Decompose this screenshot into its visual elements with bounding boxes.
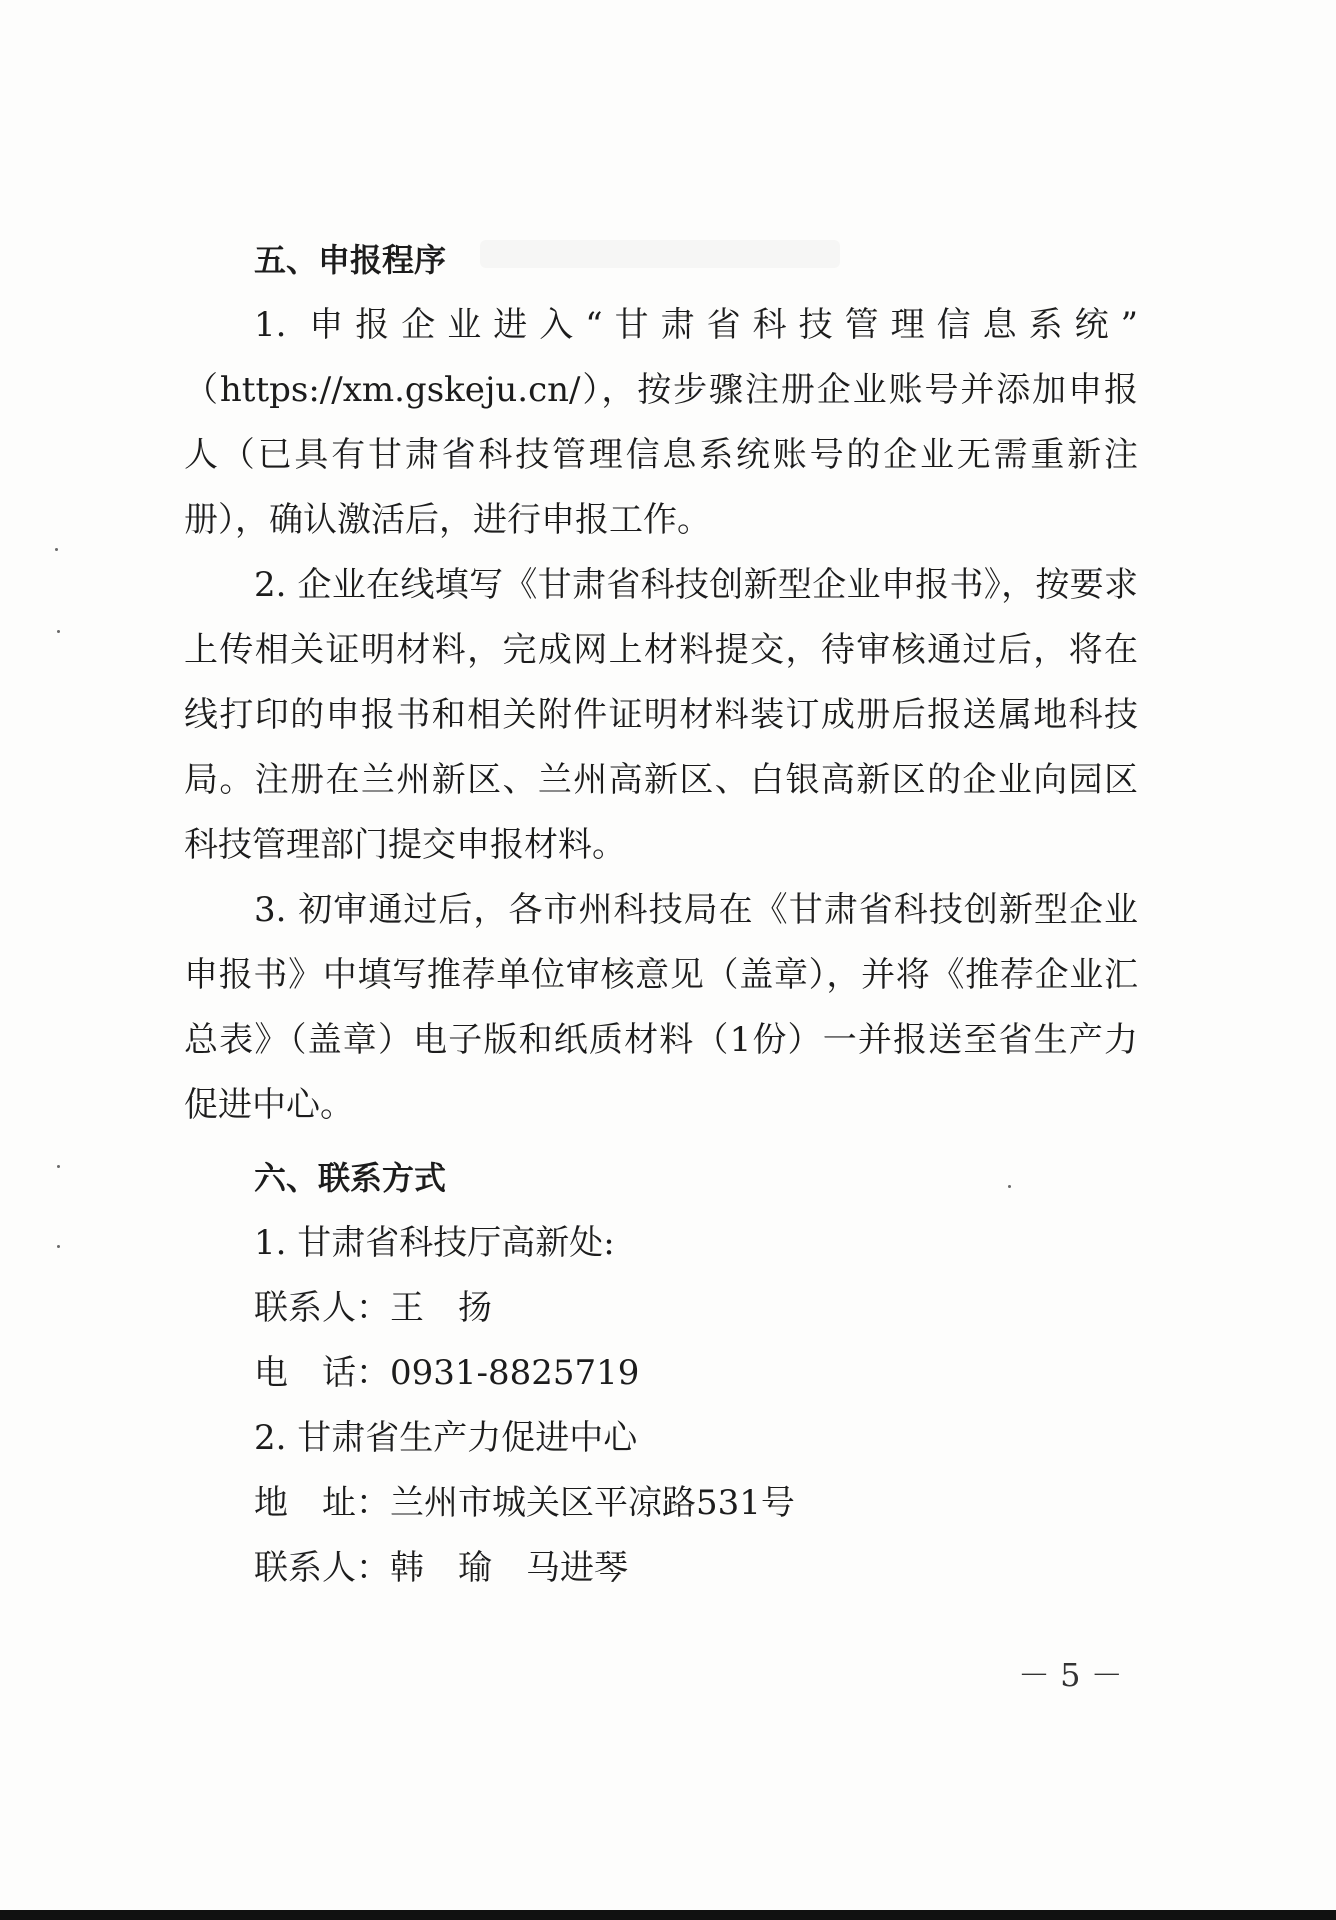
contact-2-address: 地 址：兰州市城关区平凉路531号 [254,1483,795,1523]
scan-bottom-edge [0,1910,1336,1920]
procedure-item-1-line-3: 人（已具有甘肃省科技管理信息系统账号的企业无需重新注 [184,435,1138,475]
procedure-item-3-line-3: 总表》（盖章）电子版和纸质材料（1份）一并报送至省生产力 [184,1020,1138,1060]
section-heading-application-procedure: 五、申报程序 [254,241,447,279]
procedure-item-3-line-1: 3. 初审通过后，各市州科技局在《甘肃省科技创新型企业 [254,890,1138,930]
procedure-item-1-line-2: （https://xm.gskeju.cn/），按步骤注册企业账号并添加申报 [184,370,1138,410]
contact-1-organization: 1. 甘肃省科技厅高新处: [254,1223,615,1263]
scan-speck [57,630,60,633]
procedure-item-2-line-2: 上传相关证明材料，完成网上材料提交，待审核通过后，将在 [184,630,1138,670]
procedure-item-2-line-1: 2. 企业在线填写《甘肃省科技创新型企业申报书》，按要求 [254,565,1138,605]
scan-speck [55,548,58,551]
procedure-item-2-line-3: 线打印的申报书和相关附件证明材料装订成册后报送属地科技 [184,695,1138,735]
procedure-item-1-line-1: 1. 申报企业进入“甘肃省科技管理信息系统” [254,305,1138,345]
procedure-item-1-line-4: 册），确认激活后，进行申报工作。 [184,500,711,540]
section-heading-contact-info: 六、联系方式 [254,1159,447,1197]
scan-speck [1008,1185,1011,1188]
faint-bleed-through [480,240,840,268]
scan-speck [57,1245,60,1248]
procedure-item-2-line-4: 局。注册在兰州新区、兰州高新区、白银高新区的企业向园区 [184,760,1138,800]
contact-1-person: 联系人：王 扬 [254,1288,492,1328]
scan-speck [57,1165,60,1168]
procedure-item-3-line-2: 申报书》中填写推荐单位审核意见（盖章），并将《推荐企业汇 [184,955,1138,995]
contact-2-organization: 2. 甘肃省生产力促进中心 [254,1418,638,1458]
contact-2-person: 联系人：韩 瑜 马进琴 [254,1548,628,1588]
page-number: － 5 － [1018,1656,1123,1694]
contact-1-phone: 电 话：0931-8825719 [254,1353,640,1393]
procedure-item-2-line-5: 科技管理部门提交申报材料。 [184,825,626,865]
procedure-item-3-line-4: 促进中心。 [184,1085,354,1125]
